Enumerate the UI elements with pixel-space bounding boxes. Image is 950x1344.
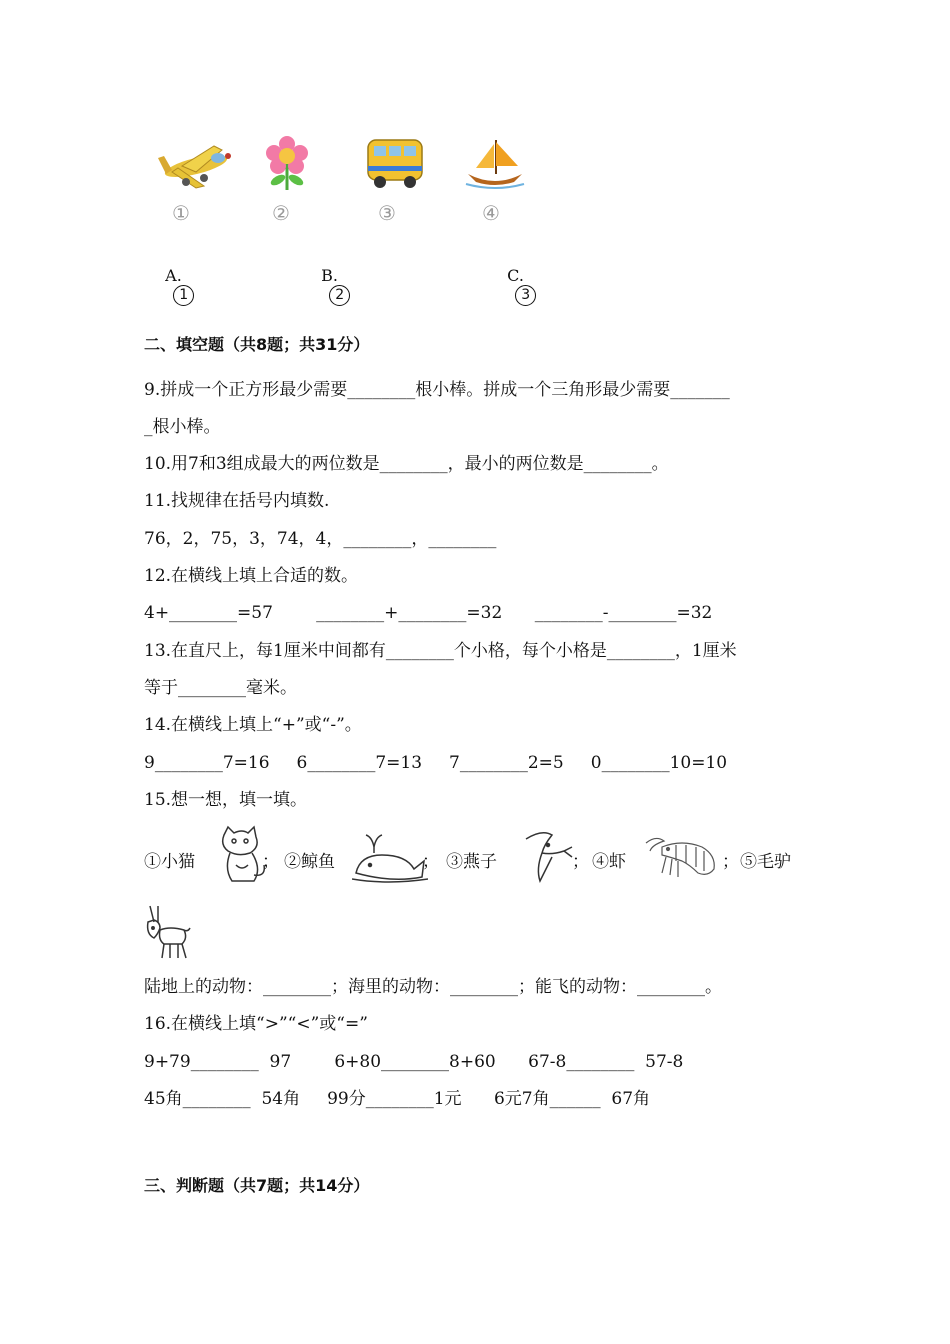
q15-answer-line: 陆地上的动物：________；海里的动物：________；能飞的动物：________。 — [144, 977, 722, 997]
picture-number-2: ② — [272, 201, 290, 225]
animal-label-shrimp: ④虾 — [592, 852, 626, 872]
option-a-choice: 1 — [173, 285, 194, 306]
animal-label-swallow: ③燕子 — [446, 852, 497, 872]
option-c-choice: 3 — [515, 285, 536, 306]
cat-icon — [216, 825, 268, 885]
section-2-title: 二、填空题（共8题；共31分） — [144, 335, 370, 354]
picture-bus — [362, 132, 428, 196]
option-a[interactable] — [155, 247, 194, 306]
whale-icon — [352, 833, 428, 883]
animal-label-donkey: ⑤毛驴 — [740, 852, 791, 872]
q14-equations: 9________7=16 6________7=13 7________2=5 0________10=10 — [144, 753, 728, 773]
bus-icon — [362, 132, 428, 192]
q9-line-2: _根小棒。 — [144, 417, 221, 437]
picture-number-3: ③ — [378, 201, 396, 225]
q12-line: 12.在横线上填上合适的数。 — [144, 566, 359, 586]
q13-line-1: 13.在直尺上，每1厘米中间都有________个小格，每个小格是________，1厘米 — [144, 641, 737, 661]
animal-row — [144, 825, 824, 885]
picture-sailboat — [464, 136, 526, 194]
picture-number-1: ① — [172, 201, 190, 225]
animal-label-cat: ①小猫 — [144, 852, 195, 872]
section-3-title: 三、判断题（共7题；共14分） — [144, 1176, 370, 1195]
swallow-icon — [522, 825, 574, 883]
option-b[interactable] — [311, 247, 350, 306]
q11-line: 11.找规律在括号内填数. — [144, 491, 330, 511]
option-c[interactable] — [497, 247, 536, 306]
option-b-choice: 2 — [329, 285, 350, 306]
q16-line: 16.在横线上填“>”“<”或“=” — [144, 1014, 368, 1034]
sailboat-icon — [464, 136, 526, 190]
animal-label-whale: ②鲸鱼 — [284, 852, 335, 872]
q16-row-2: 45角________ 54角 99分________1元 6元7角______ 67角 — [144, 1089, 651, 1109]
picture-airplane — [152, 136, 238, 198]
q13-line-2: 等于________毫米。 — [144, 678, 297, 698]
q15-line: 15.想一想，填一填。 — [144, 790, 308, 810]
separator-3: ； — [572, 852, 589, 872]
airplane-icon — [152, 136, 238, 194]
donkey-icon — [144, 904, 194, 960]
flower-icon — [262, 134, 312, 192]
q11-sequence: 76，2，75，3，74，4，________，________ — [144, 529, 497, 549]
option-a-letter: A. — [165, 266, 182, 285]
separator-4: ； — [722, 852, 739, 872]
option-b-letter: B. — [321, 266, 339, 285]
q12-equations: 4+________=57 ________+________=32 ________-________=32 — [144, 603, 713, 623]
shrimp-icon — [642, 833, 720, 881]
q14-line: 14.在横线上填上“+”或“-”。 — [144, 715, 362, 735]
option-c-letter: C. — [507, 266, 524, 285]
separator-2: ； — [422, 852, 439, 872]
picture-number-4: ④ — [482, 201, 500, 225]
q10-line: 10.用7和3组成最大的两位数是________，最小的两位数是________。 — [144, 454, 669, 474]
q9-line-1: 9.拼成一个正方形最少需要________根小棒。拼成一个三角形最少需要_______ — [144, 380, 730, 400]
separator-1: ； — [262, 852, 279, 872]
q16-row-1: 9+79________ 97 6+80________8+60 67-8________ 57-8 — [144, 1052, 684, 1072]
picture-flower — [262, 134, 312, 196]
